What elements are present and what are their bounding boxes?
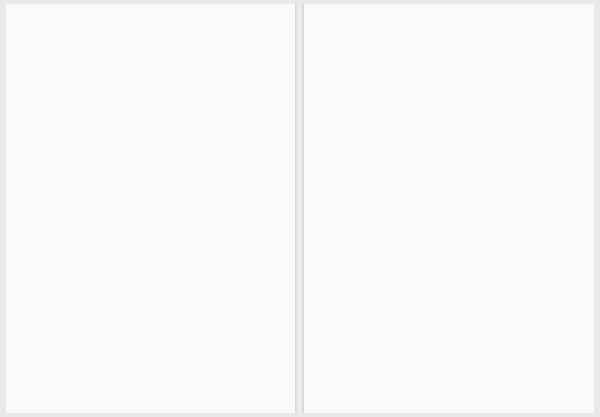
left-page <box>6 4 296 413</box>
right-page <box>304 4 594 413</box>
